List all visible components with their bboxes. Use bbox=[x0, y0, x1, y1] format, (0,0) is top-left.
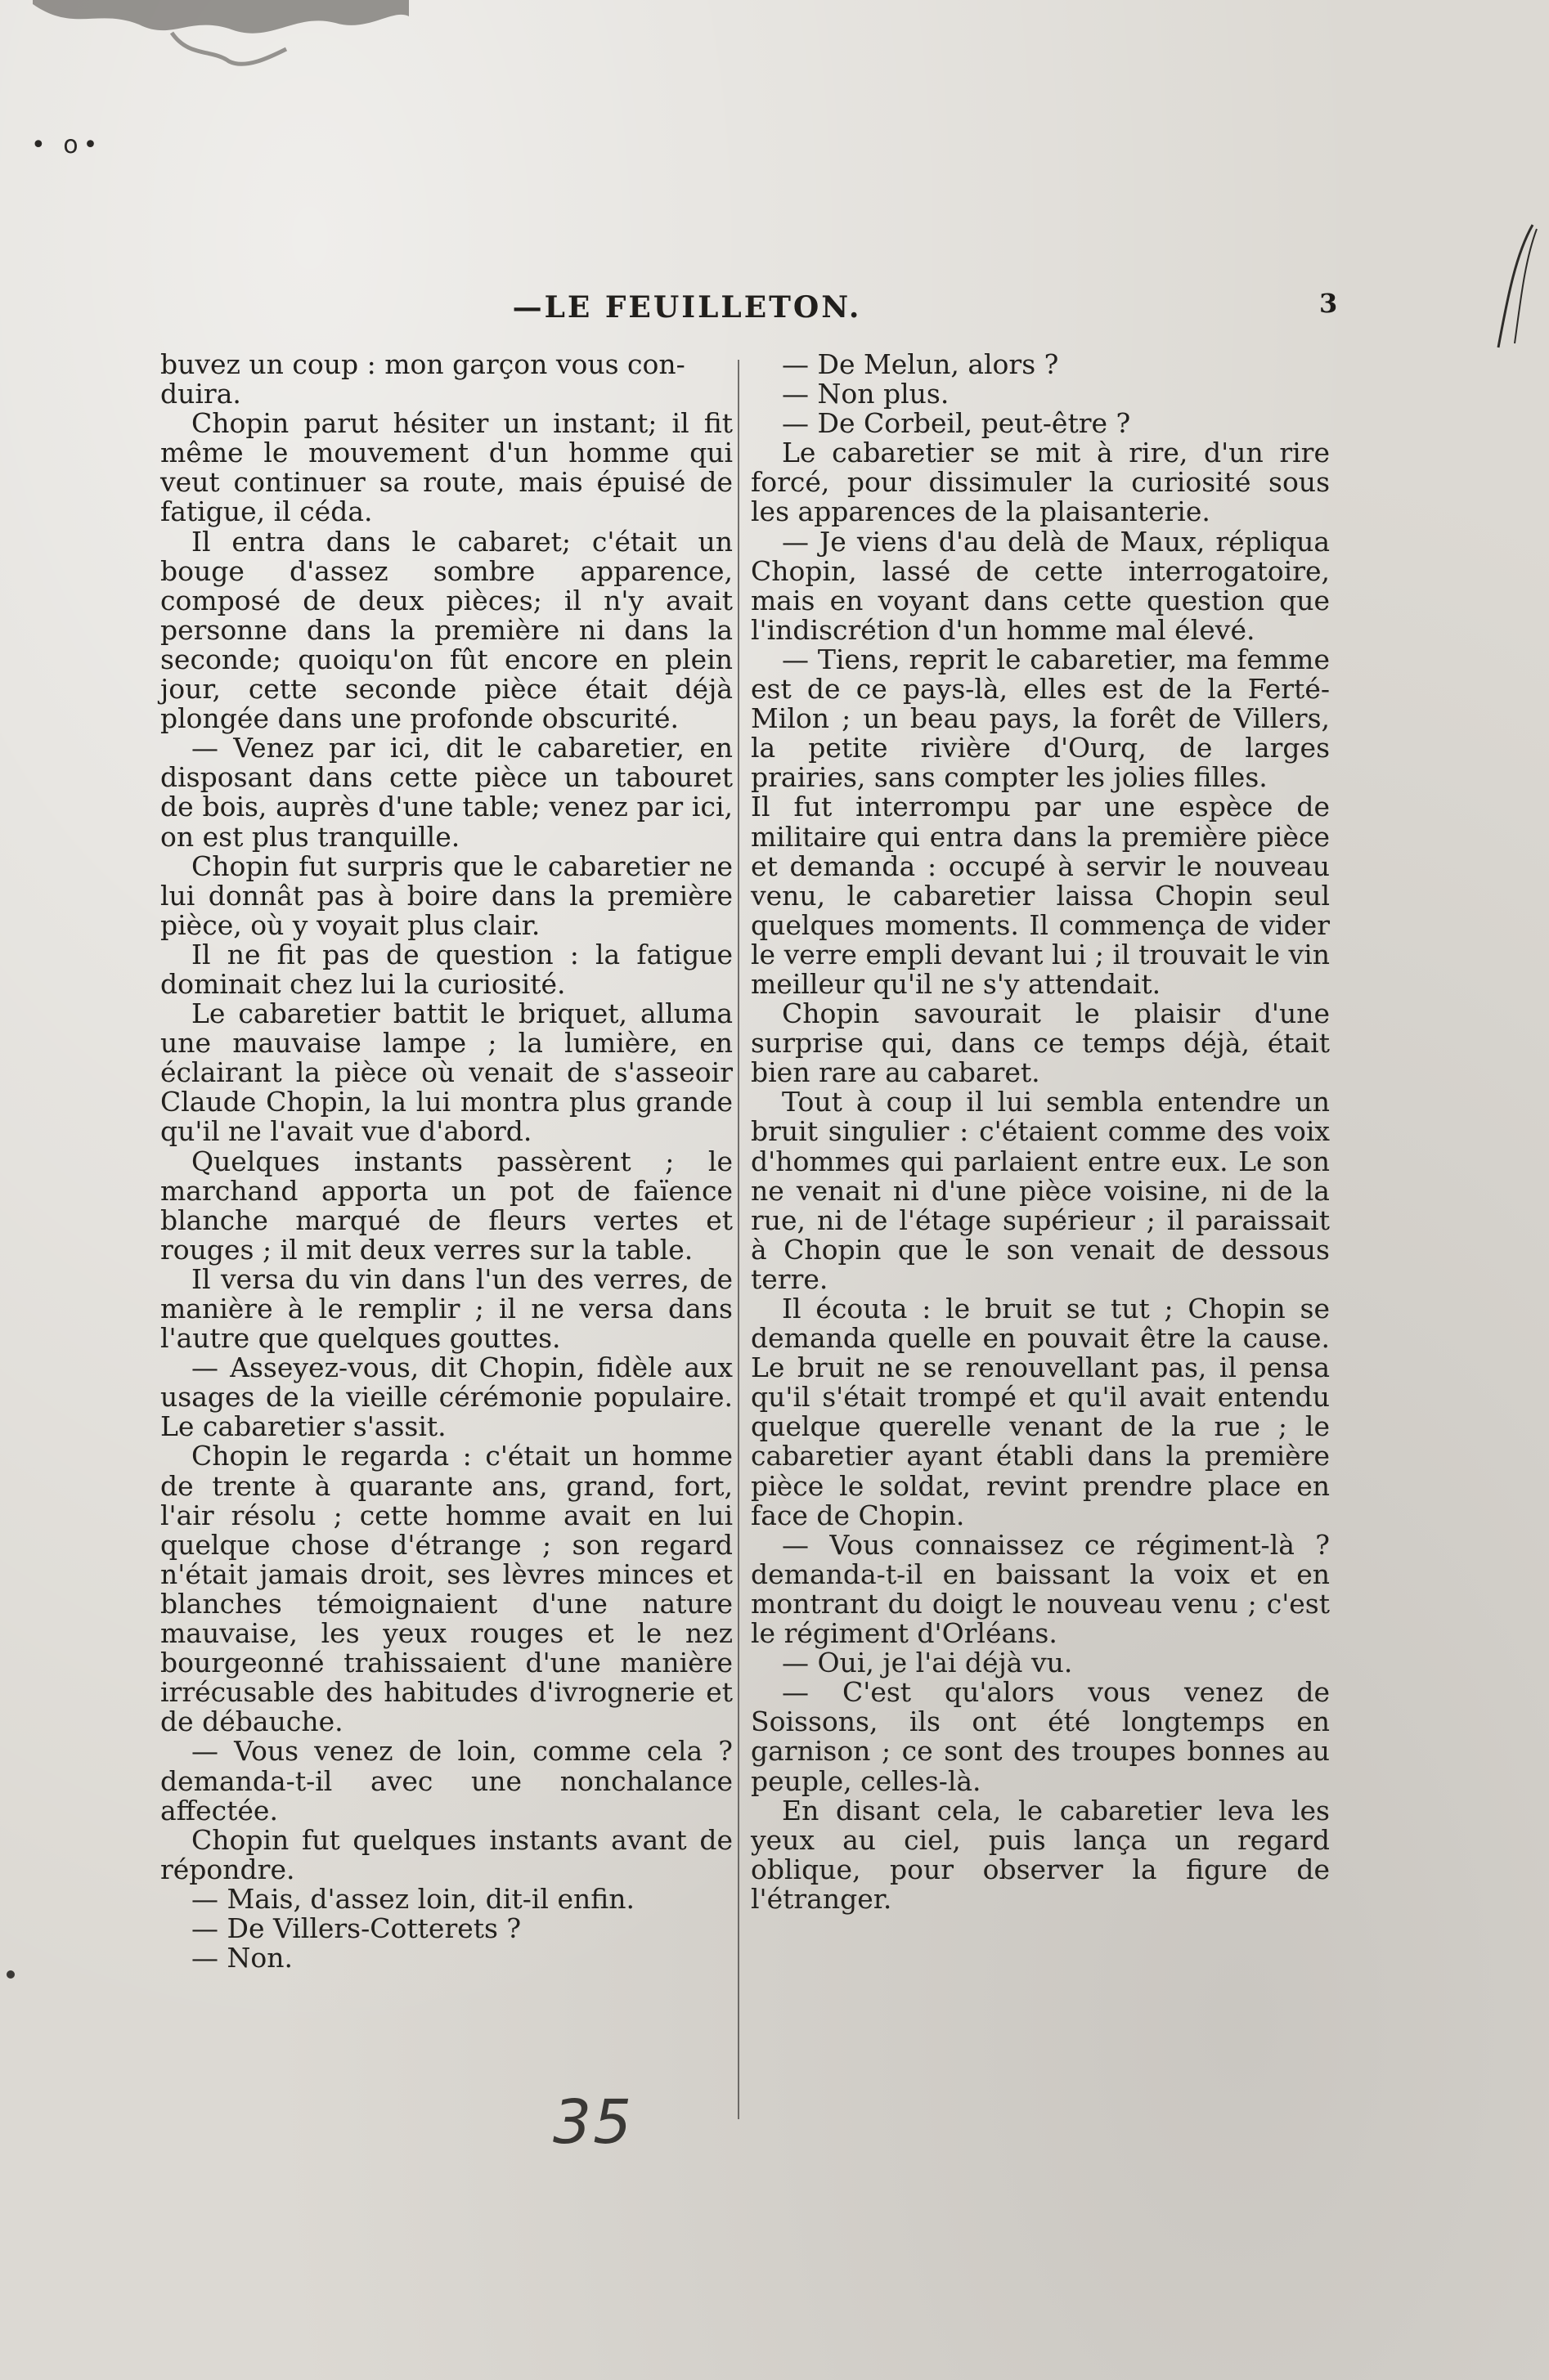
paragraph: — De Villers-Cotterets ? bbox=[191, 1912, 522, 1944]
margin-dot bbox=[7, 1970, 15, 1979]
paragraph: Tout à coup il lui sembla entendre un bruit singulier : c'étaient comme des voix d'hommes qui parlaient entre eux. Le son ne venait ni d'une pièce voisine, ni de la rue, ni de l'étage supérieur ; il paraissait à Chopin que le son venait de dessous terre. bbox=[751, 1086, 1330, 1295]
ink-blot-decoration bbox=[25, 0, 417, 74]
paragraph: Il versa du vin dans l'un des verres, de manière à le remplir ; il ne versa dans l'autre que quelques gouttes. bbox=[160, 1262, 733, 1355]
paragraph: — Vous connaissez ce régiment-là ? demanda-t-il en baissant la voix et en montrant du doigt le nouveau venu ; c'est le régiment d'Orléans. bbox=[751, 1528, 1330, 1650]
paragraph: — Vous venez de loin, comme cela ? demanda-t-il avec une nonchalance affectée. bbox=[160, 1735, 733, 1826]
paragraph: Chopin fut surpris que le cabaretier ne lui donnât pas à boire dans la première pièce, où y voyait plus clair. bbox=[160, 849, 733, 941]
paragraph: Chopin fut quelques instants avant de répondre. bbox=[160, 1823, 733, 1885]
column-divider bbox=[738, 360, 739, 2119]
paragraph: — Venez par ici, dit le cabaretier, en disposant dans cette pièce un tabouret de bois, auprès d'une table; venez par ici, on est plus tranquille. bbox=[160, 732, 733, 853]
handwritten-pencil-number: 35 bbox=[553, 2087, 634, 2158]
paragraph: Il fut interrompu par une espèce de militaire qui entra dans la première pièce et demanda : occupé à servir le nouveau venu, le cabaretier laissa Chopin seul quelques moments. Il commença de vider le verre empli devant lui ; il trouvait le vin meilleur qu'il ne s'y attendait. bbox=[751, 791, 1330, 1000]
paragraph: — Tiens, reprit le cabaretier, ma femme est de ce pays-là, elles est de la Ferté-Milon ; un beau pays, la forêt de Villers, la petite rivière d'Ourq, de larges prairies, sans compter les jolies filles. bbox=[751, 643, 1330, 794]
paragraph: Chopin savourait le plaisir d'une surprise qui, dans ce temps déjà, était bien rare au cabaret. bbox=[751, 997, 1330, 1089]
paragraph: — Je viens d'au delà de Maux, répliqua Chopin, lassé de cette interrogatoire, mais en voyant dans cette question que l'indiscrétion d'un homme mal élevé. bbox=[751, 525, 1330, 646]
paragraph: buvez un coup : mon garçon vous con- bbox=[160, 348, 685, 380]
paragraph: — C'est qu'alors vous venez de Soissons, ils ont été longtemps en garnison ; ce sont des troupes bonnes au peuple, celles-là. bbox=[751, 1676, 1330, 1797]
paragraph: Le cabaretier se mit à rire, d'un rire forcé, pour dissimuler la curiosité sous les apparences de la plaisanterie. bbox=[751, 437, 1330, 528]
right-text-column bbox=[751, 350, 1330, 1914]
paragraph: Chopin le regarda : c'était un homme de trente à quarante ans, grand, fort, l'air résolu ; cette homme avait en lui quelque chose d'étrange ; son regard n'était jamais droit, ses lèvres minces et blanches témoignaient d'une nature mauvaise, les yeux rouges et le nez bourgeonné trahissaient d'une manière irrécusable des habitudes d'ivrognerie et de débauche. bbox=[160, 1440, 733, 1738]
paragraph: — De Corbeil, peut-être ? bbox=[782, 407, 1131, 440]
paragraph: — Non plus. bbox=[782, 378, 950, 410]
paragraph: Il écouta : le bruit se tut ; Chopin se demanda quelle en pouvait être la cause. Le bruit ne se renouvellant pas, il pensa qu'il s'était trompé et qu'il avait entendu quelque querelle venant de la rue ; le cabaretier ayant établi dans la première pièce le soldat, revint prendre place en face de Chopin. bbox=[751, 1293, 1330, 1531]
paragraph: — Mais, d'assez loin, dit-il enfin. bbox=[191, 1882, 635, 1915]
paragraph: Il entra dans le cabaret; c'était un bouge d'assez sombre apparence, composé de deux pièces; il n'y avait personne dans la première ni dans la seconde; quoiqu'on fût encore en plein jour, cette seconde pièce était déjà plongée dans une profonde obscurité. bbox=[160, 525, 733, 735]
paragraph: — De Melun, alors ? bbox=[782, 348, 1059, 380]
paragraph: — Non. bbox=[191, 1942, 293, 1974]
page-header-title: —LE FEUILLETON. bbox=[512, 290, 862, 325]
edge-stroke-mark bbox=[1492, 221, 1541, 352]
left-text-column bbox=[160, 350, 733, 1973]
paragraph: — Asseyez-vous, dit Chopin, fidèle aux usages de la vieille cérémonie populaire. Le cabaretier s'assit. bbox=[160, 1351, 733, 1443]
page-number: 3 bbox=[1319, 288, 1338, 319]
paragraph: Il ne fit pas de question : la fatigue dominait chez lui la curiosité. bbox=[160, 938, 733, 1000]
paragraph: duira. bbox=[160, 378, 241, 410]
paragraph: Quelques instants passèrent ; le marchand apporta un pot de faïence blanche marqué de fleurs vertes et rouges ; il mit deux verres sur la table. bbox=[160, 1145, 733, 1266]
paragraph: En disant cela, le cabaretier leva les yeux au ciel, puis lança un regard oblique, pour observer la figure de l'étranger. bbox=[751, 1794, 1330, 1915]
paragraph: — Oui, je l'ai déjà vu. bbox=[782, 1647, 1073, 1679]
margin-dots: • o• bbox=[31, 131, 103, 159]
paragraph: Chopin parut hésiter un instant; il fit même le mouvement d'un homme qui veut continuer sa route, mais épuisé de fatigue, il céda. bbox=[160, 407, 733, 528]
paragraph: Le cabaretier battit le briquet, alluma une mauvaise lampe ; la lumière, en éclairant la pièce où venait de s'asseoir Claude Chopin, la lui montra plus grande qu'il ne l'avait vue d'abord. bbox=[160, 997, 733, 1148]
